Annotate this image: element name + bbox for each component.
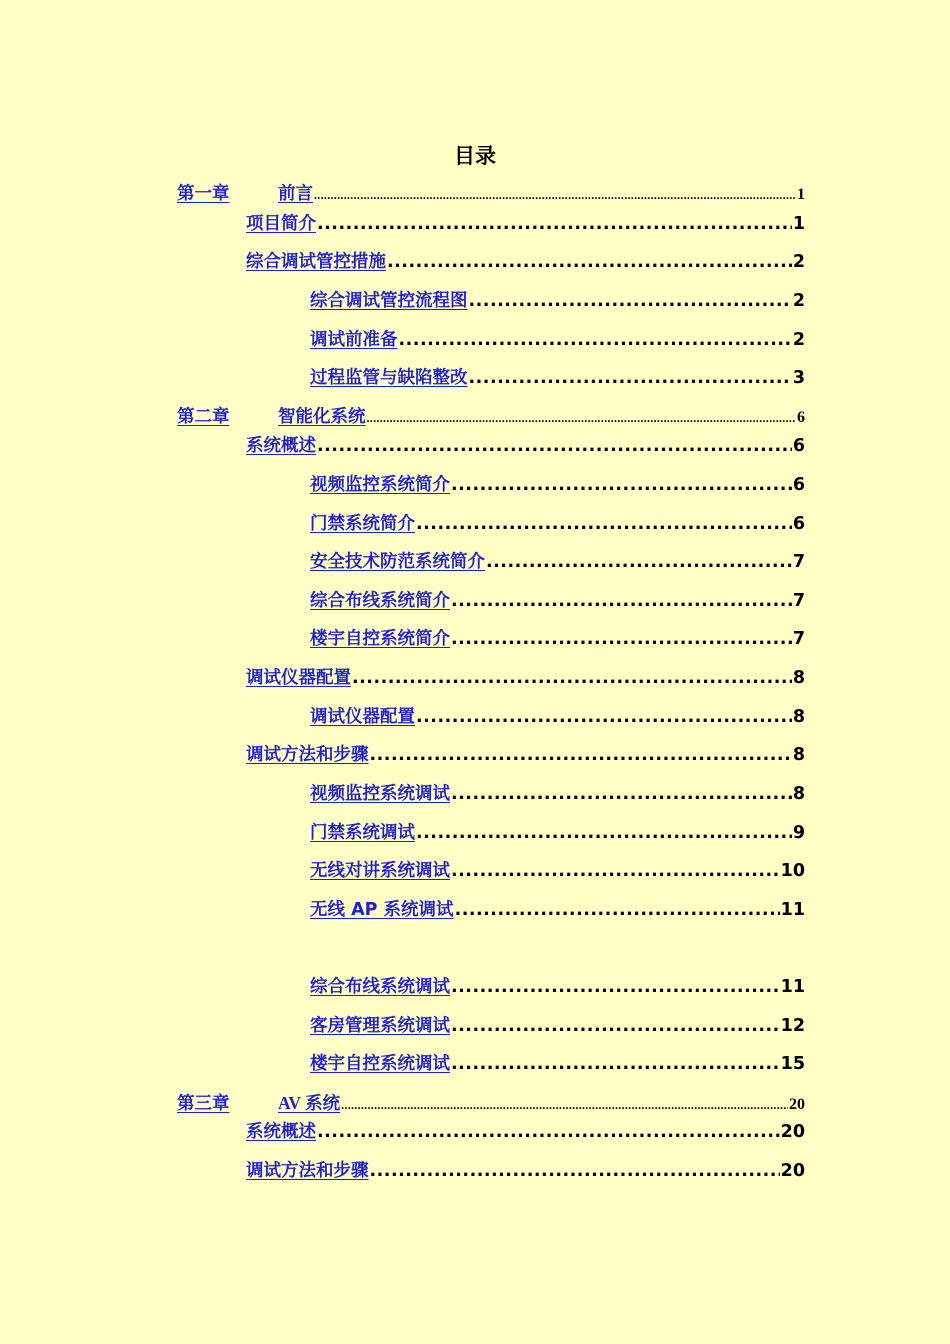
dot-leader bbox=[451, 1016, 780, 1036]
page-number: 20 bbox=[780, 1161, 805, 1181]
toc-link[interactable]: 综合布线系统简介 bbox=[310, 591, 450, 611]
page-number: 9 bbox=[792, 823, 805, 843]
dot-leader bbox=[367, 411, 797, 426]
toc-entry bbox=[305, 287, 805, 312]
dot-leader bbox=[317, 1122, 780, 1142]
dot-leader bbox=[469, 368, 792, 388]
toc-entry bbox=[305, 1050, 805, 1075]
dot-leader bbox=[455, 900, 780, 920]
toc-link[interactable]: 门禁系统调试 bbox=[310, 823, 415, 843]
toc-link[interactable]: 综合布线系统调试 bbox=[310, 977, 450, 997]
dot-leader bbox=[341, 1098, 788, 1113]
toc-entry bbox=[241, 432, 805, 457]
toc-link[interactable]: 客房管理系统调试 bbox=[310, 1016, 450, 1036]
toc-entry bbox=[241, 1157, 805, 1182]
page-number: 6 bbox=[792, 514, 805, 534]
chapter-title-link[interactable]: 智能化系统 bbox=[278, 407, 366, 427]
page-number: 20 bbox=[780, 1122, 805, 1142]
toc-link[interactable]: 调试仪器配置 bbox=[246, 668, 351, 688]
toc-link[interactable]: 调试方法和步骤 bbox=[246, 1161, 369, 1181]
toc-title: 目录 bbox=[454, 144, 496, 168]
page-number: 1 bbox=[792, 214, 805, 234]
dot-leader bbox=[469, 291, 792, 311]
toc-entry bbox=[241, 210, 805, 235]
chapter-title-link[interactable]: 前言 bbox=[278, 184, 313, 204]
chapter-number-link[interactable]: 第一章 bbox=[177, 184, 230, 204]
dot-leader bbox=[451, 784, 792, 804]
toc-entry bbox=[241, 248, 805, 273]
toc-entry bbox=[305, 471, 805, 496]
page-number: 8 bbox=[792, 707, 805, 727]
page-number: 11 bbox=[780, 977, 805, 997]
toc-entry bbox=[305, 780, 805, 805]
page-number: 1 bbox=[797, 186, 805, 203]
toc-entry bbox=[305, 819, 805, 844]
toc-link[interactable]: 综合调试管控措施 bbox=[246, 252, 386, 272]
dot-leader bbox=[451, 475, 792, 495]
toc-entry-chapter-3 bbox=[177, 1090, 805, 1115]
toc-link[interactable]: 楼宇自控系统调试 bbox=[310, 1054, 450, 1074]
page-number: 11 bbox=[780, 900, 805, 920]
toc-entry bbox=[305, 510, 805, 535]
dot-leader bbox=[416, 823, 792, 843]
toc-entry-chapter-2 bbox=[177, 403, 805, 428]
page-number: 8 bbox=[792, 784, 805, 804]
dot-leader bbox=[370, 745, 792, 765]
toc-entry bbox=[305, 326, 805, 351]
toc-entry bbox=[305, 1012, 805, 1037]
page-number: 20 bbox=[789, 1096, 805, 1113]
dot-leader bbox=[370, 1161, 780, 1181]
toc-link[interactable]: 无线对讲系统调试 bbox=[310, 861, 450, 881]
dot-leader bbox=[416, 514, 792, 534]
page-number: 10 bbox=[780, 861, 805, 881]
toc-entry bbox=[305, 587, 805, 612]
toc-entry bbox=[305, 548, 805, 573]
toc-entry bbox=[305, 857, 805, 882]
toc-entry bbox=[241, 1118, 805, 1143]
toc-entry bbox=[241, 664, 805, 689]
dot-leader bbox=[486, 552, 792, 572]
toc-link[interactable]: 门禁系统简介 bbox=[310, 514, 415, 534]
toc-link[interactable]: 调试前准备 bbox=[310, 330, 398, 350]
page-number: 7 bbox=[792, 591, 805, 611]
toc-link[interactable]: 系统概述 bbox=[246, 436, 316, 456]
page-number: 2 bbox=[792, 291, 805, 311]
page-number: 8 bbox=[792, 668, 805, 688]
toc-link[interactable]: 系统概述 bbox=[246, 1122, 316, 1142]
dot-leader bbox=[451, 1054, 780, 1074]
toc-entry bbox=[305, 625, 805, 650]
toc-link[interactable]: 调试方法和步骤 bbox=[246, 745, 369, 765]
page-number: 7 bbox=[792, 629, 805, 649]
toc-link[interactable]: 视频监控系统简介 bbox=[310, 475, 450, 495]
toc-link[interactable]: 楼宇自控系统简介 bbox=[310, 629, 450, 649]
page-number: 6 bbox=[797, 409, 805, 426]
toc-entry bbox=[241, 741, 805, 766]
page-number: 6 bbox=[792, 475, 805, 495]
dot-leader bbox=[387, 252, 792, 272]
chapter-title-link[interactable]: AV 系统 bbox=[278, 1093, 341, 1113]
chapter-number-link[interactable]: 第三章 bbox=[177, 1094, 230, 1114]
dot-leader bbox=[352, 668, 792, 688]
dot-leader bbox=[314, 188, 796, 203]
toc-link[interactable]: 视频监控系统调试 bbox=[310, 784, 450, 804]
page-number: 8 bbox=[792, 745, 805, 765]
toc-link[interactable]: 调试仪器配置 bbox=[310, 707, 415, 727]
page-number: 3 bbox=[792, 368, 805, 388]
dot-leader bbox=[451, 977, 780, 997]
toc-link[interactable]: 无线 AP 系统调试 bbox=[310, 900, 454, 920]
toc-entry bbox=[305, 703, 805, 728]
toc-link[interactable]: 安全技术防范系统简介 bbox=[310, 552, 485, 572]
dot-leader bbox=[451, 591, 792, 611]
toc-entry bbox=[305, 364, 805, 389]
page-number: 2 bbox=[792, 330, 805, 350]
toc-link[interactable]: 项目简介 bbox=[246, 214, 316, 234]
page-number: 15 bbox=[780, 1054, 805, 1074]
toc-entry bbox=[305, 973, 805, 998]
dot-leader bbox=[416, 707, 792, 727]
dot-leader bbox=[317, 436, 792, 456]
toc-entry bbox=[305, 896, 805, 921]
page-number: 6 bbox=[792, 436, 805, 456]
toc-entry-chapter-1 bbox=[177, 180, 805, 205]
toc-link[interactable]: 过程监管与缺陷整改 bbox=[310, 368, 468, 388]
chapter-number-link[interactable]: 第二章 bbox=[177, 407, 230, 427]
dot-leader bbox=[451, 629, 792, 649]
page-number: 7 bbox=[792, 552, 805, 572]
page-number: 2 bbox=[792, 252, 805, 272]
dot-leader bbox=[317, 214, 792, 234]
page-number: 12 bbox=[780, 1016, 805, 1036]
dot-leader bbox=[399, 330, 792, 350]
dot-leader bbox=[451, 861, 780, 881]
toc-link[interactable]: 综合调试管控流程图 bbox=[310, 291, 468, 311]
